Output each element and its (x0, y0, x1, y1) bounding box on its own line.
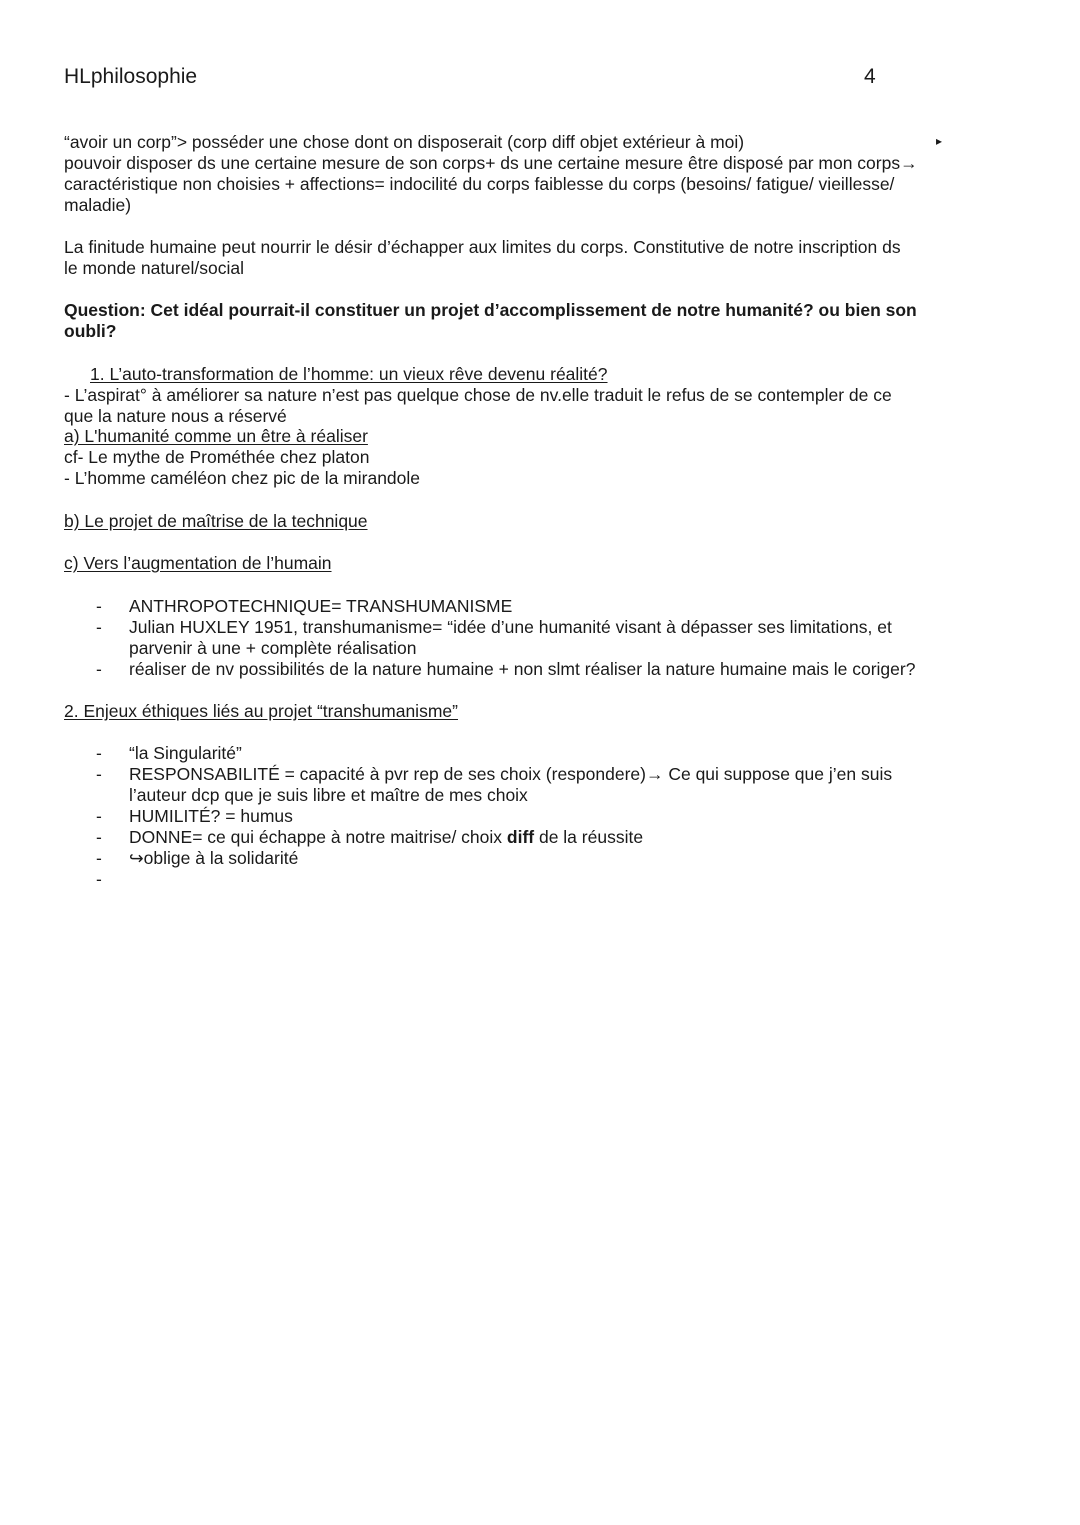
triangle-right-icon: ▸ (936, 134, 943, 148)
bullet-marker: - (96, 743, 102, 763)
question-line-1: Question: Cet idéal pourrait-il constituer un projet d’accomplissement de notre humanité? ou bien son (64, 300, 917, 320)
bullet-marker: - (96, 659, 102, 679)
bullet-marker: - (96, 806, 102, 826)
page-number: 4 (864, 65, 876, 88)
list-item: RESPONSABILITÉ = capacité à pvr rep de ses choix (respondere)→ Ce qui suppose que j’en suis (129, 764, 893, 784)
subsection-a-line-1: cf- Le mythe de Prométhée chez platon (64, 447, 370, 467)
finitude-line-2: le monde naturel/social (64, 258, 244, 278)
list-item: ANTHROPOTECHNIQUE= TRANSHUMANISME (129, 596, 513, 616)
section-1-text-1: - L’aspirat° à améliorer sa nature n’est pas quelque chose de nv.elle traduit le refus de se contempler de ce (64, 385, 892, 405)
bullet-marker: - (96, 848, 102, 868)
bullet-marker: - (96, 596, 102, 616)
bullet-marker: - (96, 617, 102, 637)
subsection-a-title: a) L'humanité comme un être à réaliser (64, 426, 368, 446)
intro-line-1: “avoir un corp”> posséder une chose dont on disposerait (corp diff objet extérieur à moi) (64, 132, 745, 152)
list-item: HUMILITÉ? = humus (129, 806, 293, 826)
subsection-a-line-2: - L’homme caméléon chez pic de la mirandole (64, 468, 421, 488)
list-item-text: DONNE= ce qui échappe à notre maitrise/ choix (129, 827, 507, 847)
section-1-title: 1. L’auto-transformation de l’homme: un vieux rêve devenu réalité? (90, 364, 608, 384)
list-item: Julian HUXLEY 1951, transhumanisme= “idée d’une humanité visant à dépasser ses limitations, et (129, 617, 892, 637)
list-item: ↪oblige à la solidarité (129, 848, 299, 868)
bullet-marker: - (96, 827, 102, 847)
page-header-title: HLphilosophie (64, 65, 198, 88)
section-2-title: 2. Enjeux éthiques liés au projet “transhumanisme” (64, 701, 458, 721)
finitude-line-1: La finitude humaine peut nourrir le désir d’échapper aux limites du corps. Constitutive de notre inscription ds (64, 237, 901, 257)
list-item (129, 827, 643, 848)
subsection-b-title: b) Le projet de maîtrise de la technique (64, 511, 368, 531)
list-item: “la Singularité” (129, 743, 242, 763)
list-item-continuation: parvenir à une + complète réalisation (129, 638, 417, 658)
intro-line-4: maladie) (64, 195, 132, 215)
list-item: réaliser de nv possibilités de la nature humaine + non slmt réaliser la nature humaine mais le coriger? (129, 659, 916, 679)
intro-line-3: caractéristique non choisies + affections= indocilité du corps faiblesse du corps (besoins/ fatigue/ vieillesse/ (64, 174, 895, 194)
bullet-marker: - (96, 764, 102, 784)
section-1-text-2: que la nature nous a réservé (64, 406, 287, 426)
bullet-marker: - (96, 869, 102, 889)
intro-line-2: pouvoir disposer ds une certaine mesure de son corps+ ds une certaine mesure être disposé par mon corps→ (64, 153, 918, 173)
list-item-bold-text: diff (506, 827, 535, 847)
question-line-2: oubli? (64, 321, 117, 341)
list-item-continuation: l’auteur dcp que je suis libre et maître de mes choix (129, 785, 528, 805)
subsection-c-title: c) Vers l’augmentation de l’humain (64, 553, 332, 573)
list-item-text: de la réussite (534, 827, 644, 847)
